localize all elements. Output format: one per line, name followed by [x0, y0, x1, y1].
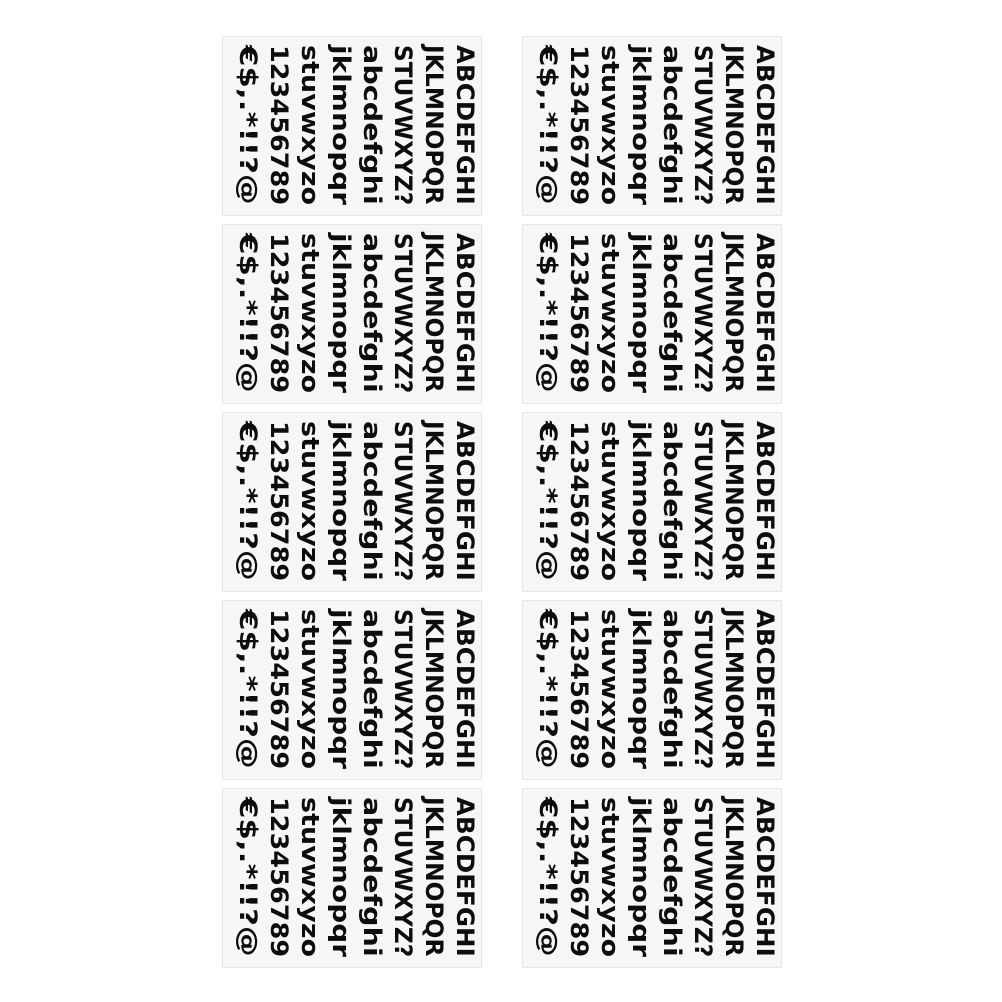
- letter-sticker-sheet: [222, 412, 482, 592]
- letter-sticker-sheet: [522, 36, 782, 216]
- sheet-character-row: €$,.*!!?@: [534, 233, 562, 393]
- sheet-character-row: STUVWXYZ?: [389, 233, 417, 394]
- sheet-character-row: abcdefghi: [358, 233, 386, 393]
- sheet-character-row: STUVWXYZ?: [689, 421, 717, 582]
- sheet-character-row: ABCDEFGHI: [451, 609, 479, 769]
- sheet-rotated-content: [523, 601, 782, 780]
- sheet-character-row: jklmnopqr: [627, 233, 655, 394]
- sheet-character-row: 123456789: [265, 421, 293, 582]
- sheet-character-row: stuvwxyzo: [596, 421, 624, 582]
- sheet-character-row: ABCDEFGHI: [751, 609, 779, 769]
- sheet-character-row: JKLMNOPQR: [720, 797, 748, 957]
- sheet-character-row: STUVWXYZ?: [389, 421, 417, 582]
- sheet-character-row: jklmnopqr: [327, 45, 355, 206]
- sheet-character-row: stuvwxyzo: [296, 45, 324, 206]
- sheet-character-row: ABCDEFGHI: [451, 421, 479, 581]
- sheet-character-row: abcdefghi: [358, 797, 386, 957]
- sheet-character-row: stuvwxyzo: [596, 609, 624, 770]
- sheet-character-row: jklmnopqr: [627, 797, 655, 958]
- sheet-rotated-content: [223, 789, 482, 968]
- sheet-character-row: STUVWXYZ?: [389, 609, 417, 770]
- sheet-character-row: abcdefghi: [658, 233, 686, 393]
- sheet-character-row: jklmnopqr: [627, 45, 655, 206]
- sheet-character-row: STUVWXYZ?: [689, 797, 717, 958]
- sheet-character-row: €$,.*!!?@: [234, 421, 262, 581]
- sheet-character-row: €$,.*!!?@: [234, 233, 262, 393]
- sheet-character-row: 123456789: [265, 609, 293, 770]
- sheet-character-row: stuvwxyzo: [596, 233, 624, 394]
- sheet-character-row: 123456789: [565, 45, 593, 206]
- letter-sticker-sheet: [222, 36, 482, 216]
- sheet-character-row: stuvwxyzo: [296, 797, 324, 958]
- sheet-character-row: 123456789: [265, 45, 293, 206]
- sheet-character-row: ABCDEFGHI: [751, 421, 779, 581]
- sheet-character-row: ABCDEFGHI: [751, 45, 779, 205]
- sheet-character-row: 123456789: [265, 797, 293, 958]
- sheet-character-row: €$,.*!!?@: [234, 609, 262, 769]
- sheet-character-row: abcdefghi: [658, 45, 686, 205]
- sheet-character-row: €$,.*!!?@: [534, 797, 562, 957]
- sheet-character-row: JKLMNOPQR: [420, 797, 448, 957]
- sheet-character-row: 123456789: [565, 609, 593, 770]
- sheet-rotated-content: [523, 225, 782, 404]
- sheet-character-row: JKLMNOPQR: [420, 45, 448, 205]
- sheet-character-row: JKLMNOPQR: [420, 609, 448, 769]
- sheet-character-row: stuvwxyzo: [296, 233, 324, 394]
- sheet-character-row: €$,.*!!?@: [534, 421, 562, 581]
- letter-sticker-sheet: [222, 224, 482, 404]
- sheet-character-row: jklmnopqr: [327, 609, 355, 770]
- sheet-character-row: abcdefghi: [358, 421, 386, 581]
- sheet-character-row: abcdefghi: [658, 797, 686, 957]
- sheet-character-row: STUVWXYZ?: [389, 797, 417, 958]
- sheet-character-row: stuvwxyzo: [596, 45, 624, 206]
- sheet-character-row: ABCDEFGHI: [451, 45, 479, 205]
- sheet-character-row: stuvwxyzo: [596, 797, 624, 958]
- sheet-rotated-content: [523, 789, 782, 968]
- letter-sticker-sheet: [222, 600, 482, 780]
- sheet-character-row: abcdefghi: [658, 421, 686, 581]
- sheet-character-row: €$,.*!!?@: [234, 797, 262, 957]
- sheet-character-row: €$,.*!!?@: [534, 609, 562, 769]
- sheet-character-row: jklmnopqr: [327, 233, 355, 394]
- sheet-rotated-content: [523, 413, 782, 592]
- sheet-rotated-content: [223, 413, 482, 592]
- sheet-character-row: stuvwxyzo: [296, 609, 324, 770]
- sheet-character-row: STUVWXYZ?: [689, 233, 717, 394]
- sheet-character-row: JKLMNOPQR: [420, 421, 448, 581]
- sheet-character-row: 123456789: [565, 421, 593, 582]
- sheet-rotated-content: [223, 601, 482, 780]
- sheet-character-row: JKLMNOPQR: [720, 421, 748, 581]
- sheet-character-row: JKLMNOPQR: [720, 233, 748, 393]
- sheet-character-row: abcdefghi: [658, 609, 686, 769]
- sheet-rotated-content: [223, 225, 482, 404]
- sheet-rotated-content: [223, 37, 482, 216]
- sheet-character-row: jklmnopqr: [327, 797, 355, 958]
- sheet-character-row: 123456789: [265, 233, 293, 394]
- sheet-character-row: abcdefghi: [358, 45, 386, 205]
- sheet-character-row: 123456789: [565, 797, 593, 958]
- sheet-character-row: JKLMNOPQR: [720, 609, 748, 769]
- sheet-character-row: ABCDEFGHI: [451, 233, 479, 393]
- letter-sticker-sheet: [522, 788, 782, 968]
- sheet-character-row: abcdefghi: [358, 609, 386, 769]
- sheet-character-row: jklmnopqr: [627, 421, 655, 582]
- sheet-character-row: €$,.*!!?@: [234, 45, 262, 205]
- letter-sticker-sheet: [522, 224, 782, 404]
- sheet-character-row: STUVWXYZ?: [689, 45, 717, 206]
- letter-sticker-sheet: [222, 788, 482, 968]
- letter-sticker-sheet: [522, 600, 782, 780]
- sheet-character-row: ABCDEFGHI: [451, 797, 479, 957]
- sheet-character-row: ABCDEFGHI: [751, 797, 779, 957]
- sheet-character-row: STUVWXYZ?: [389, 45, 417, 206]
- sheet-character-row: 123456789: [565, 233, 593, 394]
- letter-sticker-sheet: [522, 412, 782, 592]
- sheet-character-row: STUVWXYZ?: [689, 609, 717, 770]
- sheet-rotated-content: [523, 37, 782, 216]
- sheet-character-row: JKLMNOPQR: [420, 233, 448, 393]
- sheet-character-row: ABCDEFGHI: [751, 233, 779, 393]
- sheet-character-row: JKLMNOPQR: [720, 45, 748, 205]
- sheet-character-row: jklmnopqr: [627, 609, 655, 770]
- sheet-character-row: jklmnopqr: [327, 421, 355, 582]
- sheet-character-row: €$,.*!!?@: [534, 45, 562, 205]
- sheet-character-row: stuvwxyzo: [296, 421, 324, 582]
